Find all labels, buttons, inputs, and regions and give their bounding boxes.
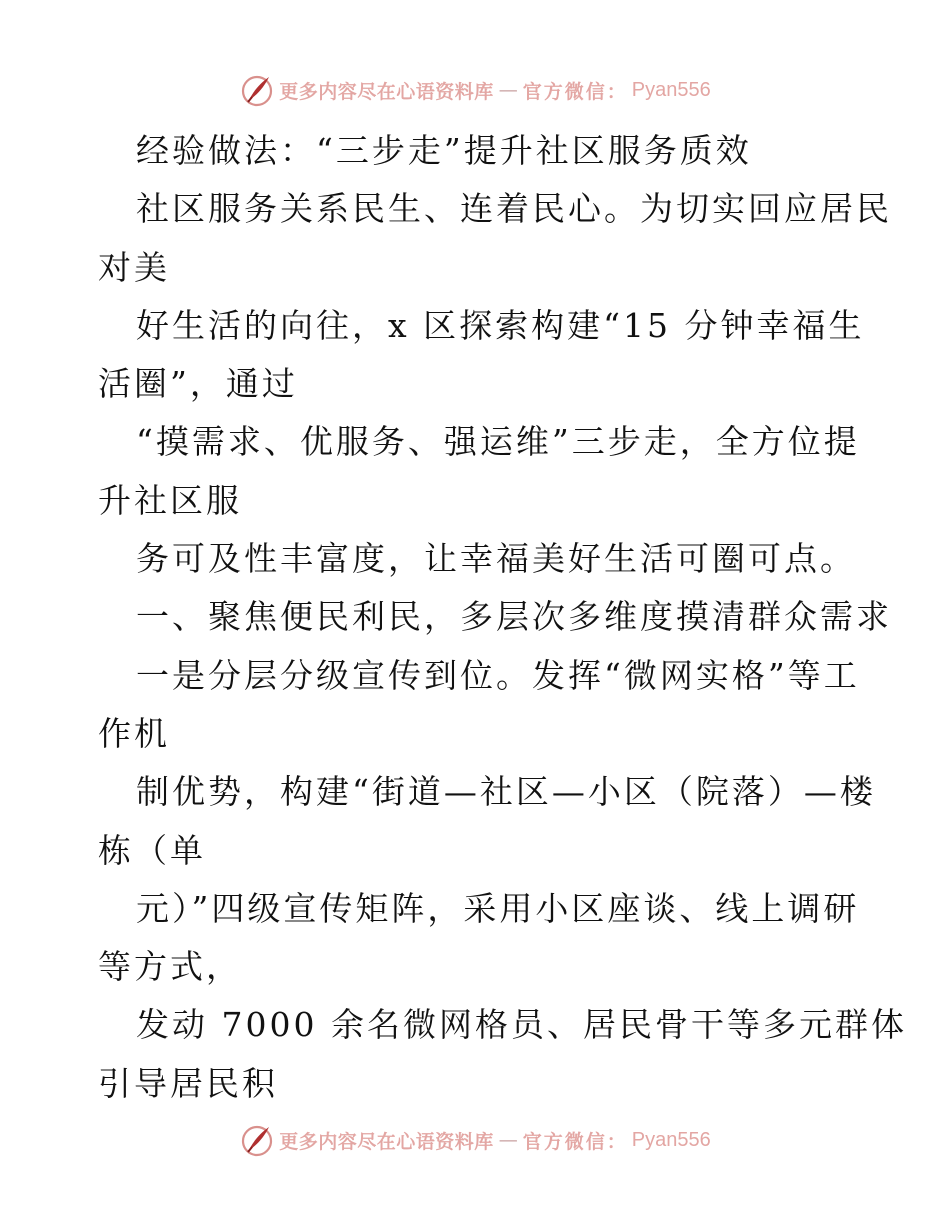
footer-wechat-id: Pyan556 [631, 1128, 711, 1151]
doc-title-line: 经验做法：“三步走”提升社区服务质效 [136, 131, 752, 170]
header-wechat-label: 官方微信： [522, 80, 628, 103]
doc-line: 作机 [98, 713, 170, 753]
doc-line: 引导居民积 [98, 1063, 278, 1103]
feather-quill-logo-icon [239, 1122, 275, 1158]
feather-quill-logo-icon [239, 72, 275, 108]
doc-line: 等方式， [98, 947, 242, 987]
header-watermark [0, 70, 950, 110]
footer-wechat-label: 官方微信： [522, 1130, 628, 1153]
footer-title: 更多内容尽在心语资料库 [279, 1130, 494, 1153]
footer-dash: — [498, 1129, 518, 1151]
doc-section-heading: 一、聚焦便民利民，多层次多维度摸清群众需求 [136, 597, 892, 637]
document-body [98, 122, 907, 1113]
header-wechat-id: Pyan556 [631, 78, 711, 101]
doc-line: 社区服务关系民生、连着民心。为切实回应居民 [136, 189, 892, 229]
header-title: 更多内容尽在心语资料库 [279, 80, 494, 103]
doc-line: 制优势，构建“街道—社区—小区（院落）—楼 [136, 772, 876, 812]
doc-line: 升社区服 [98, 480, 242, 520]
doc-line: 一是分层分级宣传到位。发挥“微网实格”等工 [136, 655, 860, 695]
doc-line: 务可及性丰富度，让幸福美好生活可圈可点。 [136, 539, 856, 579]
header-dash: — [498, 79, 518, 101]
footer-watermark [0, 1120, 950, 1160]
doc-line: “摸需求、优服务、强运维”三步走，全方位提 [136, 422, 860, 462]
doc-line: 元）”四级宣传矩阵，采用小区座谈、线上调研 [136, 888, 860, 928]
doc-line: 对美 [98, 247, 170, 287]
doc-line: 栋（单 [98, 830, 206, 870]
doc-line: 好生活的向往，x 区探索构建“15 分钟幸福生 [136, 305, 865, 345]
doc-line: 活圈”，通过 [98, 364, 298, 404]
doc-line: 发动 7000 余名微网格员、居民骨干等多元群体 [136, 1005, 907, 1045]
